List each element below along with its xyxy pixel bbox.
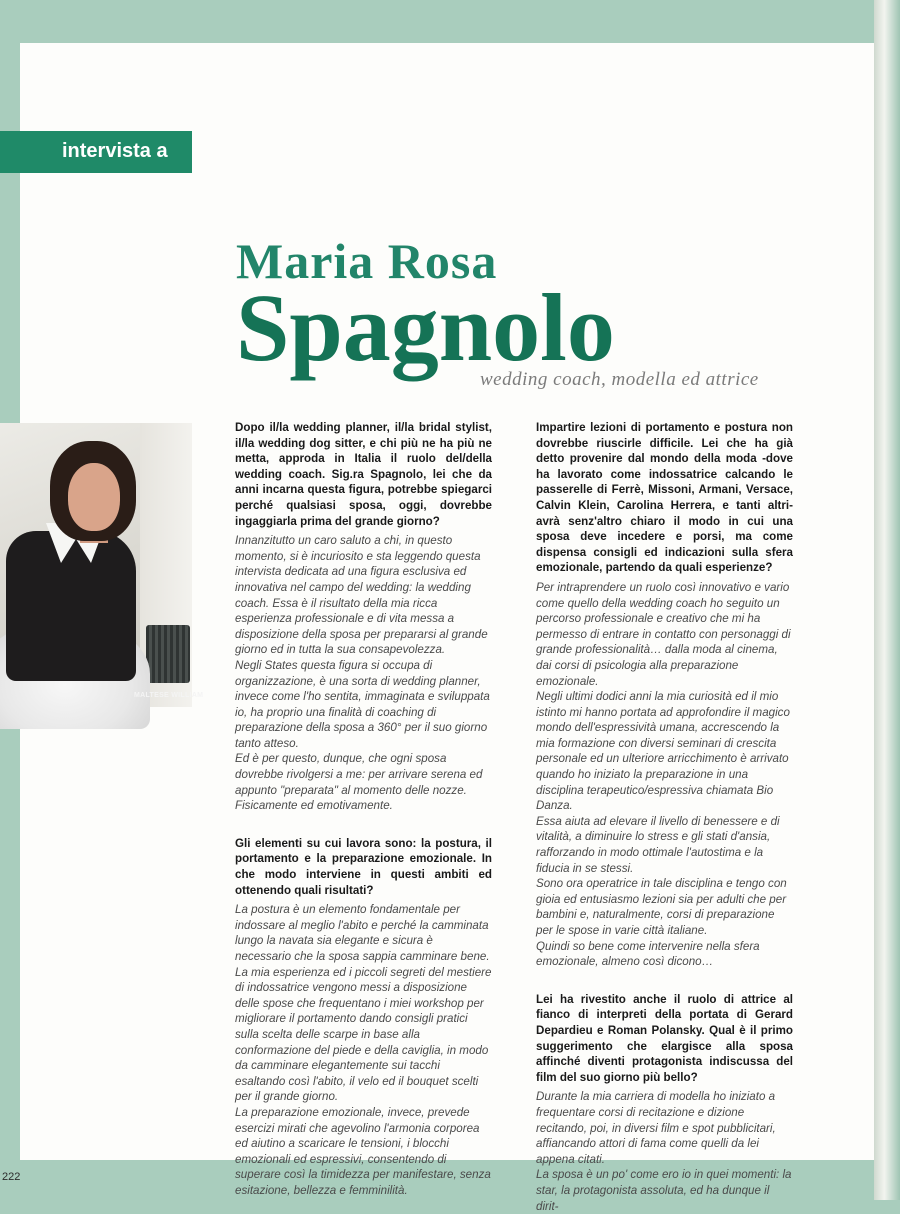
photo-jacket [6, 531, 136, 681]
answer-3-paragraph-5: Quindi so bene come intervenire nella sfera emozionale, almeno così dicono… [536, 939, 760, 969]
answer-2-paragraph-1: La postura è un elemento fondamentale per indossare al meglio l'abito e perché la camminata lungo la navata sia elegante e sicura è necessario che la sposa sappia camminare bene. [235, 903, 490, 963]
page-number: 222 [2, 1171, 21, 1183]
column-spacer [235, 814, 492, 836]
answer-4-paragraph-2: La sposa è un po' come ero io in quei momenti: la star, la protagonista assoluta, ed ha dunque il dirit- [536, 1168, 792, 1213]
answer-3-paragraph-1: Per intraprendere un ruolo così innovativo e vario come quello della wedding coach ho seguito un percorso professionale e creativo che mi ha permesso di entrare in contatto con personaggi di grande professionalità… dalla moda al cinema, dai corsi di psicologia alla preparazione emozionale. [536, 580, 791, 688]
answer-1-paragraph-3: Ed è per questo, dunque, che ogni sposa dovrebbe rivolgersi a me: per arrivare serena ed appunto "preparata" al momento delle nozze. Fisicamente ed emotivamente. [235, 752, 483, 813]
subtitle: wedding coach, modella ed attrice [480, 369, 759, 390]
answer-3-paragraph-2: Negli ultimi dodici anni la mia curiosità ed il mio istinto mi hanno portata ad approfondire il magico mondo dell'espressività umana, accrescendo la mia formazione con diversi seminari di crescita personale ed un ulteriore arricchimento è arrivato quando ho iniziato la preparazione in una disciplina terapeutico/espressiva chiamata Bio Danza. [536, 690, 790, 813]
answer-2-paragraph-3: La preparazione emozionale, invece, prevede esercizi mirati che agevolino l'armonia corporea ed aiutino a scaricare le tensioni, i blocchi emozionali ed espressivi, consentendo di superare così la timidezza per manifestare, senza esitazione, bellezza e femminilità. [235, 1105, 491, 1197]
answer-1-paragraph-1: Innanzitutto un caro saluto a chi, in questo momento, si è incuriosito e sta leggendo questa intervista dedicata ad una figura esclusiva ed innovativa nel campo del wedding: la wedding coach. Essa è il risultato della mia ricca esperienza professionale e di vita messa a disposizione della sposa per prepararsi al grande giorno ed in tutta la sua consapevolezza. [235, 534, 488, 657]
section-tab [0, 131, 192, 173]
article-column-right [536, 420, 793, 1214]
section-tab-label: intervista a [62, 140, 168, 162]
photo-credit: MALTESE WILLIAM [134, 692, 204, 699]
question-3: Impartire lezioni di portamento e postura non dovrebbe riuscirle difficile. Lei che ha già detto provenire dal mondo della moda -dove ha lavorato come indossatrice calcando le passerelle di Ferrè, Missoni, Armani, Versace, Calvin Klein, Carolina Herrera, e tanti altri- avrà senz'altro chiaro il modo in cui una sposa deve incedere e porsi, ma come dispensa consigli ed indicazioni sulla sfera emozionale, partendo da quali esperienze? [536, 421, 793, 575]
answer-3-paragraph-4: Sono ora operatrice in tale disciplina e tengo con gioia ed entusiasmo lezioni sia per adulti che per bambini e, naturalmente, corsi di preparazione per le spose in varie città italiane. [536, 877, 787, 937]
answer-4-paragraph-1: Durante la mia carriera di modella ho iniziato a frequentare corsi di recitazione e dizione recitando, poi, in diversi film e spot pubblicitari, affiancando attori di fama come quelli da lei appena citati. [536, 1090, 776, 1166]
article-column-left [235, 420, 492, 1199]
question-1: Dopo il/la wedding planner, il/la bridal stylist, il/la wedding dog sitter, e chi più ne ha più ne metta, approda in Italia il ruolo del/della wedding coach. Sig.ra Spagnolo, lei che da anni incarna questa figura, potrebbe spiegarci perché qualsiasi sposa, oggi, dovrebbe ingaggiarla prima del grande giorno? [235, 421, 492, 528]
portrait-photo [0, 423, 204, 707]
answer-1-paragraph-2: Negli States questa figura si occupa di organizzazione, è una sorta di wedding planner, invece come l'ho sentita, immaginata e sviluppata io, ha proprio una finalità di coaching di preparazione della sposa a 360° per il suo giorno tanto atteso. [235, 658, 490, 750]
question-2: Gli elementi su cui lavora sono: la postura, il portamento e la preparazione emozionale. In che modo interviene in questi ambiti ed ottenendo quali risultati? [235, 836, 492, 897]
title-last-name: Spagnolo [236, 274, 615, 381]
page-edge [874, 0, 900, 1200]
photo-face [68, 463, 120, 531]
question-4: Lei ha rivestito anche il ruolo di attrice al fianco di interpreti della portata di Gerard Depardieu e Roman Polansky. Qual è il primo suggerimento che elargisce alla sposa affinché diventi protagonista indiscussa del film del suo giorno più bello? [536, 992, 793, 1084]
photo-chair [146, 625, 190, 683]
title-first-name: Maria Rosa [236, 233, 498, 289]
answer-3-paragraph-3: Essa aiuta ad elevare il livello di benessere e di vitalità, a diminuire lo stress e gli stati d'ansia, rafforzando in modo ottimale l'autostima e la fiducia in se stessi. [536, 814, 780, 875]
column-spacer [536, 970, 793, 992]
answer-2-paragraph-2: La mia esperienza ed i piccoli segreti del mestiere di indossatrice vengono messi a disposizione delle spose che frequentano i miei workshop per migliorare il portamento dando consigli pratici sulla scelta delle scarpe in base alla conformazione del piede e della caviglia, in modo da camminare elegantemente sui tacchi esaltando così l'abito, il velo ed il bouquet scelti per il grande giorno. [235, 965, 492, 1104]
